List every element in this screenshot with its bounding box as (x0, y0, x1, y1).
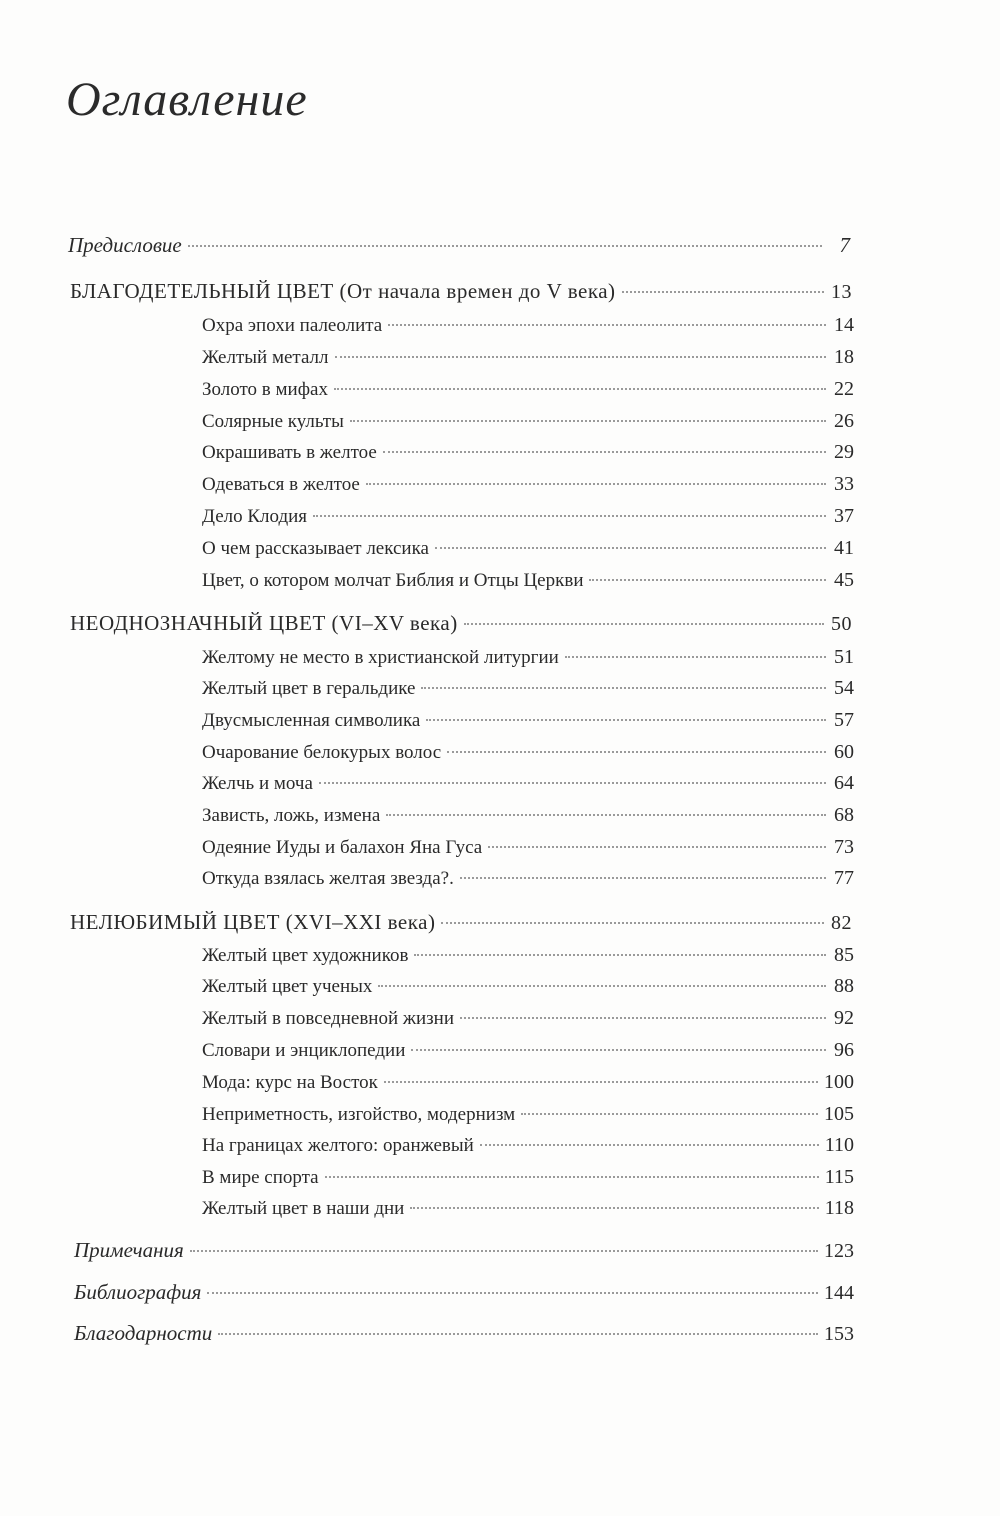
toc-subentry[interactable] (202, 537, 854, 571)
toc-subentry[interactable] (202, 1103, 854, 1137)
toc-entry-label: Двусмысленная символика (202, 710, 421, 731)
toc-entry-label: Примечания (74, 1238, 184, 1262)
toc-entry-page: 77 (834, 867, 854, 889)
toc-entry-label: Очарование белокурых волос (202, 742, 442, 763)
toc-part-page: 13 (831, 281, 852, 303)
toc-entry-preface[interactable] (68, 233, 850, 267)
toc-part-label: НЕОДНОЗНАЧНЫЙ ЦВЕТ (VI–XV века) (70, 611, 458, 635)
dot-leader (447, 751, 826, 753)
toc-entry-page: 92 (834, 1007, 854, 1029)
dot-leader (335, 356, 826, 358)
toc-entry-label: Желтый цвет художников (202, 945, 409, 966)
toc-subentry[interactable] (202, 804, 854, 838)
toc-subentry[interactable] (202, 1197, 854, 1231)
toc-entry-page: 57 (834, 709, 854, 731)
toc-entry-page: 88 (834, 975, 854, 997)
toc-subentry[interactable] (202, 346, 854, 380)
toc-entry-label: Дело Клодия (202, 506, 308, 527)
toc-entry-page: 37 (834, 505, 854, 527)
dot-leader (188, 245, 822, 247)
toc-subentry[interactable] (202, 1071, 854, 1105)
dot-leader (325, 1176, 819, 1178)
toc-part-label: БЛАГОДЕТЕЛЬНЫЙ ЦВЕТ (От начала времен до V века) (70, 279, 616, 303)
dot-leader (622, 291, 824, 293)
toc-entry-label: На границах желтого: оранжевый (202, 1135, 474, 1156)
toc-entry-page: 45 (834, 569, 854, 591)
toc-entry-label: Желтый металл (202, 347, 329, 368)
dot-leader (565, 656, 826, 658)
page-title: Оглавление (66, 73, 308, 126)
toc-part-3[interactable] (70, 910, 852, 944)
dot-leader (319, 782, 826, 784)
toc-entry-label: Охра эпохи палеолита (202, 315, 383, 336)
toc-entry-page: 96 (834, 1039, 854, 1061)
dot-leader (521, 1113, 818, 1115)
toc-entry-bibliography[interactable] (74, 1280, 854, 1314)
toc-subentry[interactable] (202, 709, 854, 743)
toc-entry-acknowledgements[interactable] (74, 1321, 854, 1355)
dot-leader (460, 877, 826, 879)
dot-leader (589, 579, 826, 581)
toc-entry-page: 123 (824, 1240, 854, 1262)
dot-leader (480, 1144, 819, 1146)
toc-subentry[interactable] (202, 867, 854, 901)
dot-leader (421, 687, 826, 689)
dot-leader (388, 324, 826, 326)
dot-leader (460, 1017, 826, 1019)
toc-entry-page: 144 (824, 1282, 854, 1304)
toc-entry-label: Неприметность, изгойство, модернизм (202, 1104, 516, 1125)
toc-entry-label: Предисловие (68, 233, 182, 257)
toc-entry-page: 73 (834, 836, 854, 858)
toc-entry-label: Желтый цвет ученых (202, 976, 373, 997)
dot-leader (366, 483, 826, 485)
toc-subentry[interactable] (202, 441, 854, 475)
toc-entry-notes[interactable] (74, 1238, 854, 1272)
toc-subentry[interactable] (202, 975, 854, 1009)
toc-subentry[interactable] (202, 1134, 854, 1168)
toc-entry-label: Золото в мифах (202, 379, 328, 400)
dot-leader (350, 420, 826, 422)
toc-entry-page: 68 (834, 804, 854, 826)
toc-entry-label: Желтый цвет в геральдике (202, 678, 416, 699)
toc-entry-page: 41 (834, 537, 854, 559)
toc-entry-label: Желчь и моча (202, 773, 313, 794)
toc-entry-label: Словари и энциклопедии (202, 1040, 406, 1061)
dot-leader (378, 985, 826, 987)
toc-entry-label: Зависть, ложь, измена (202, 805, 381, 826)
toc-subentry[interactable] (202, 1166, 854, 1200)
dot-leader (313, 515, 826, 517)
toc-entry-label: Желтому не место в христианской литургии (202, 647, 559, 668)
toc-part-1[interactable] (70, 279, 852, 313)
toc-entry-page: 14 (834, 314, 854, 336)
toc-entry-label: Солярные культы (202, 411, 344, 432)
dot-leader (383, 451, 826, 453)
toc-subentry[interactable] (202, 677, 854, 711)
dot-leader (218, 1333, 818, 1335)
toc-entry-page: 64 (834, 772, 854, 794)
toc-part-label: НЕЛЮБИМЫЙ ЦВЕТ (XVI–XXI века) (70, 910, 436, 934)
toc-entry-page: 110 (824, 1134, 854, 1156)
dot-leader (411, 1049, 826, 1051)
toc-entry-page: 115 (824, 1166, 854, 1188)
toc-entry-label: Цвет, о котором молчат Библия и Отцы Церкви (202, 570, 584, 591)
toc-entry-page: 60 (834, 741, 854, 763)
dot-leader (190, 1250, 818, 1252)
dot-leader (384, 1081, 818, 1083)
toc-entry-label: Одеяние Иуды и балахон Яна Гуса (202, 837, 483, 858)
toc-part-page: 82 (831, 912, 852, 934)
toc-entry-label: Одеваться в желтое (202, 474, 360, 495)
toc-subentry[interactable] (202, 314, 854, 348)
toc-subentry[interactable] (202, 836, 854, 870)
dot-leader (441, 922, 824, 924)
toc-subentry[interactable] (202, 505, 854, 539)
toc-entry-page: 100 (824, 1071, 854, 1093)
dot-leader (488, 846, 826, 848)
toc-subentry[interactable] (202, 473, 854, 507)
dot-leader (207, 1292, 818, 1294)
toc-entry-page: 85 (834, 944, 854, 966)
toc-entry-page: 22 (834, 378, 854, 400)
toc-entry-label: Окрашивать в желтое (202, 442, 377, 463)
toc-entry-page: 29 (834, 441, 854, 463)
toc-entry-page: 33 (834, 473, 854, 495)
toc-part-2[interactable] (70, 611, 852, 645)
toc-entry-label: В мире спорта (202, 1167, 319, 1188)
toc-entry-label: Благодарности (74, 1321, 213, 1345)
toc-subentry[interactable] (202, 1007, 854, 1041)
toc-entry-page: 118 (824, 1197, 854, 1219)
toc-entry-label: Желтый в повседневной жизни (202, 1008, 455, 1029)
toc-part-page: 50 (831, 613, 852, 635)
toc-entry-label: Мода: курс на Восток (202, 1072, 378, 1093)
toc-entry-label: Откуда взялась желтая звезда?. (202, 868, 454, 889)
toc-entry-label: О чем рассказывает лексика (202, 538, 429, 559)
toc-entry-page: 18 (834, 346, 854, 368)
toc-subentry[interactable] (202, 646, 854, 680)
toc-entry-label: Библиография (74, 1280, 202, 1304)
dot-leader (414, 954, 826, 956)
toc-entry-page: 51 (834, 646, 854, 668)
dot-leader (410, 1207, 818, 1209)
toc-subentry[interactable] (202, 741, 854, 775)
toc-entry-page: 54 (834, 677, 854, 699)
toc-entry-page: 7 (839, 233, 850, 257)
dot-leader (426, 719, 826, 721)
toc-subentry[interactable] (202, 569, 854, 603)
toc-entry-label: Желтый цвет в наши дни (202, 1198, 405, 1219)
toc-subentry[interactable] (202, 410, 854, 444)
toc-entry-page: 26 (834, 410, 854, 432)
toc-entry-page: 153 (824, 1323, 854, 1345)
toc-entry-page: 105 (824, 1103, 854, 1125)
toc-subentry[interactable] (202, 1039, 854, 1073)
toc-subentry[interactable] (202, 378, 854, 412)
dot-leader (334, 388, 826, 390)
toc-subentry[interactable] (202, 772, 854, 806)
dot-leader (435, 547, 826, 549)
dot-leader (386, 814, 826, 816)
dot-leader (464, 623, 824, 625)
toc-subentry[interactable] (202, 944, 854, 978)
